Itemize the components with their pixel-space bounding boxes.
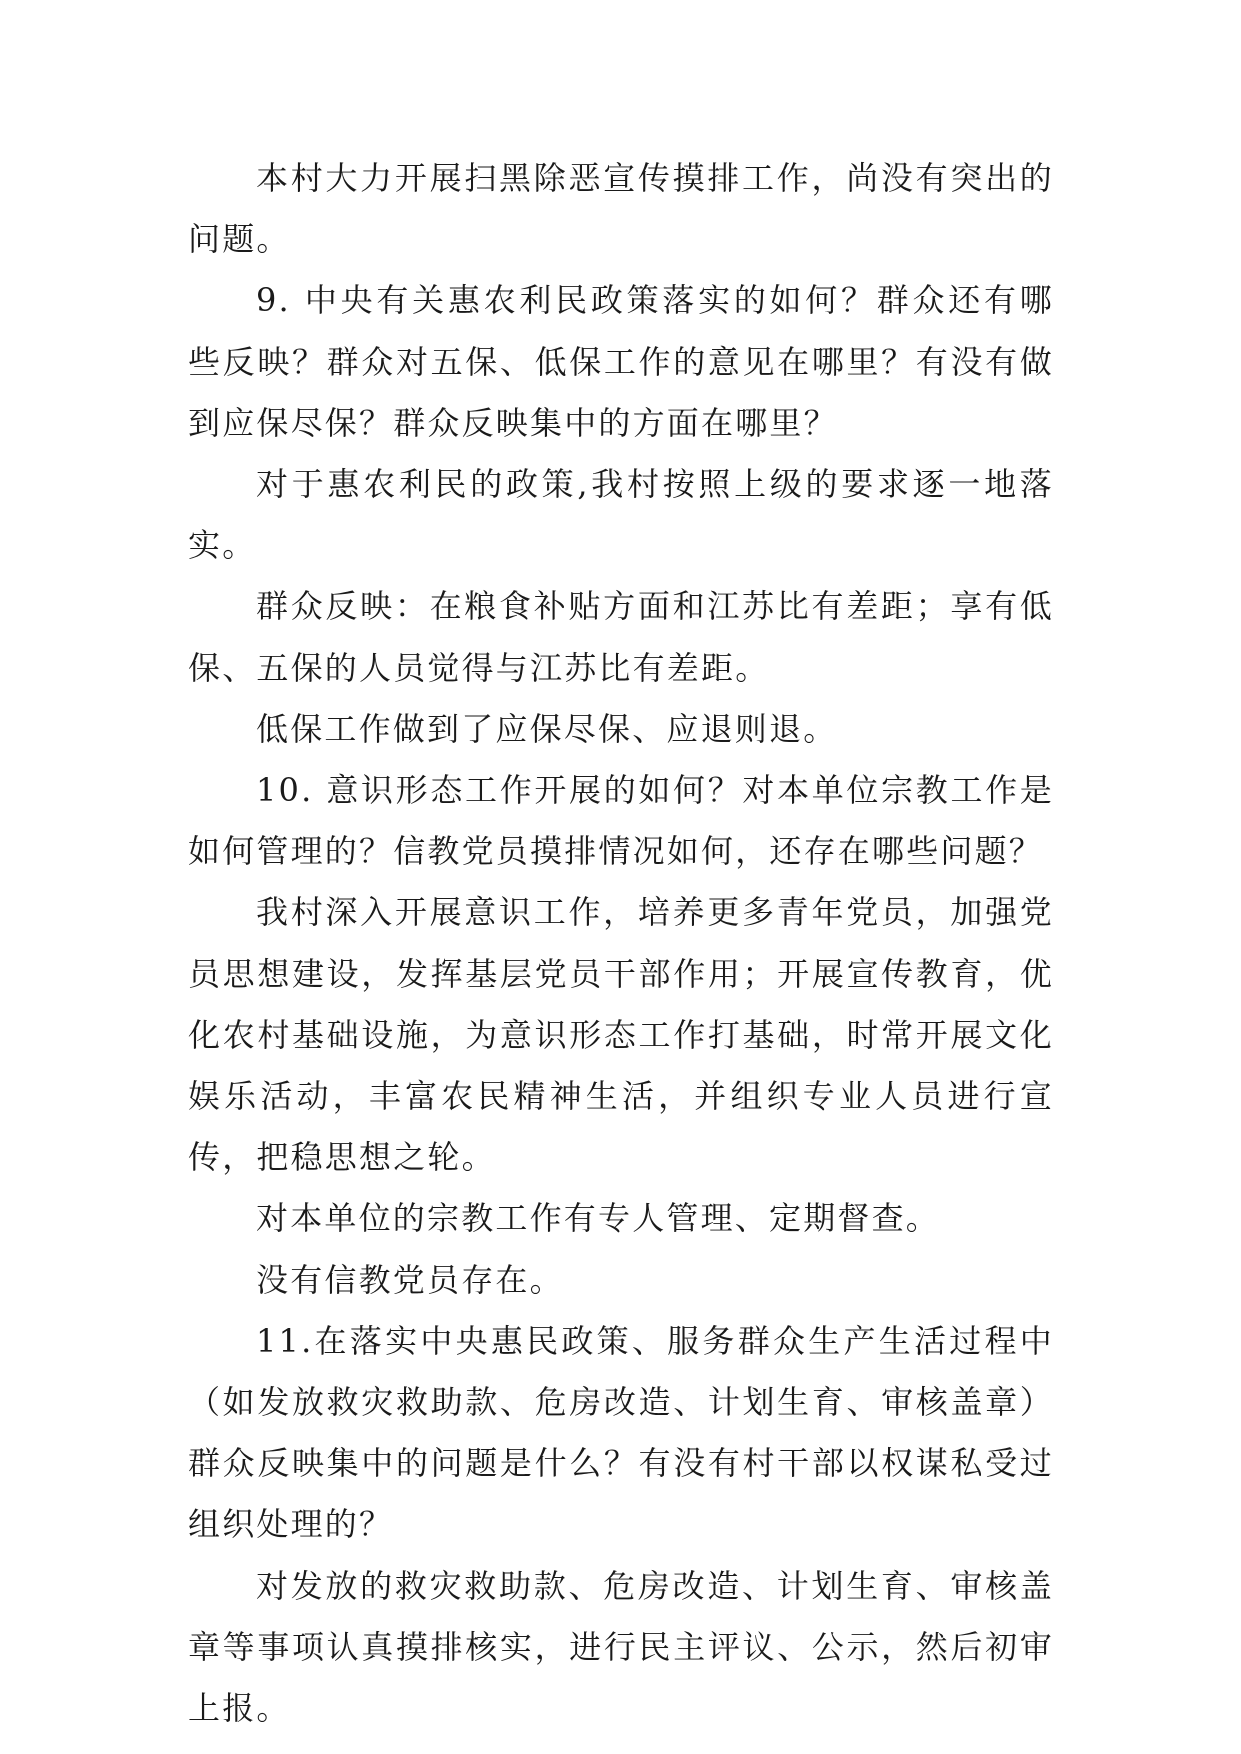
answer-9-subsistence: 低保工作做到了应保尽保、应退则退。 (256, 709, 838, 748)
question-10: 10. 意识形态工作开展的如何？对本单位宗教工作是如何管理的？信教党员摸排情况如何，还存在哪些问题？ (188, 771, 1054, 871)
answer-10-members: 没有信教党员存在。 (256, 1260, 564, 1299)
question-9: 9. 中央有关惠农利民政策落实的如何？群众还有哪些反映？群众对五保、低保工作的意见在哪里？有没有做到应保尽保？群众反映集中的方面在哪里？ (188, 281, 1054, 442)
answer-9-policy: 对于惠农利民的政策,我村按照上级的要求逐一地落实。 (188, 465, 1054, 565)
answer-10-religion: 对本单位的宗教工作有专人管理、定期督查。 (256, 1199, 941, 1238)
answer-9-feedback: 群众反映：在粮食补贴方面和江苏比有差距；享有低保、五保的人员觉得与江苏比有差距。 (188, 587, 1054, 687)
answer-11: 对发放的救灾救助款、危房改造、计划生育、审核盖章等事项认真摸排核实，进行民主评议、公示，然后初审上报。 (188, 1566, 1054, 1728)
question-11: 11.在落实中央惠民政策、服务群众生产生活过程中（如发放救灾救助款、危房改造、计划生育、审核盖章）群众反映集中的问题是什么？有没有村干部以权谋私受过组织处理的？ (188, 1321, 1054, 1544)
paragraph-sweep-crime: 本村大力开展扫黑除恶宣传摸排工作，尚没有突出的问题。 (188, 159, 1054, 259)
answer-10-ideology: 我村深入开展意识工作，培养更多青年党员，加强党员思想建设，发挥基层党员干部作用；开展宣传教育，优化农村基础设施，为意识形态工作打基础，时常开展文化娱乐活动，丰富农民精神生活，并组织专业人员进行宣传，把稳思想之轮。 (188, 893, 1054, 1177)
document-page (188, 148, 1054, 1739)
